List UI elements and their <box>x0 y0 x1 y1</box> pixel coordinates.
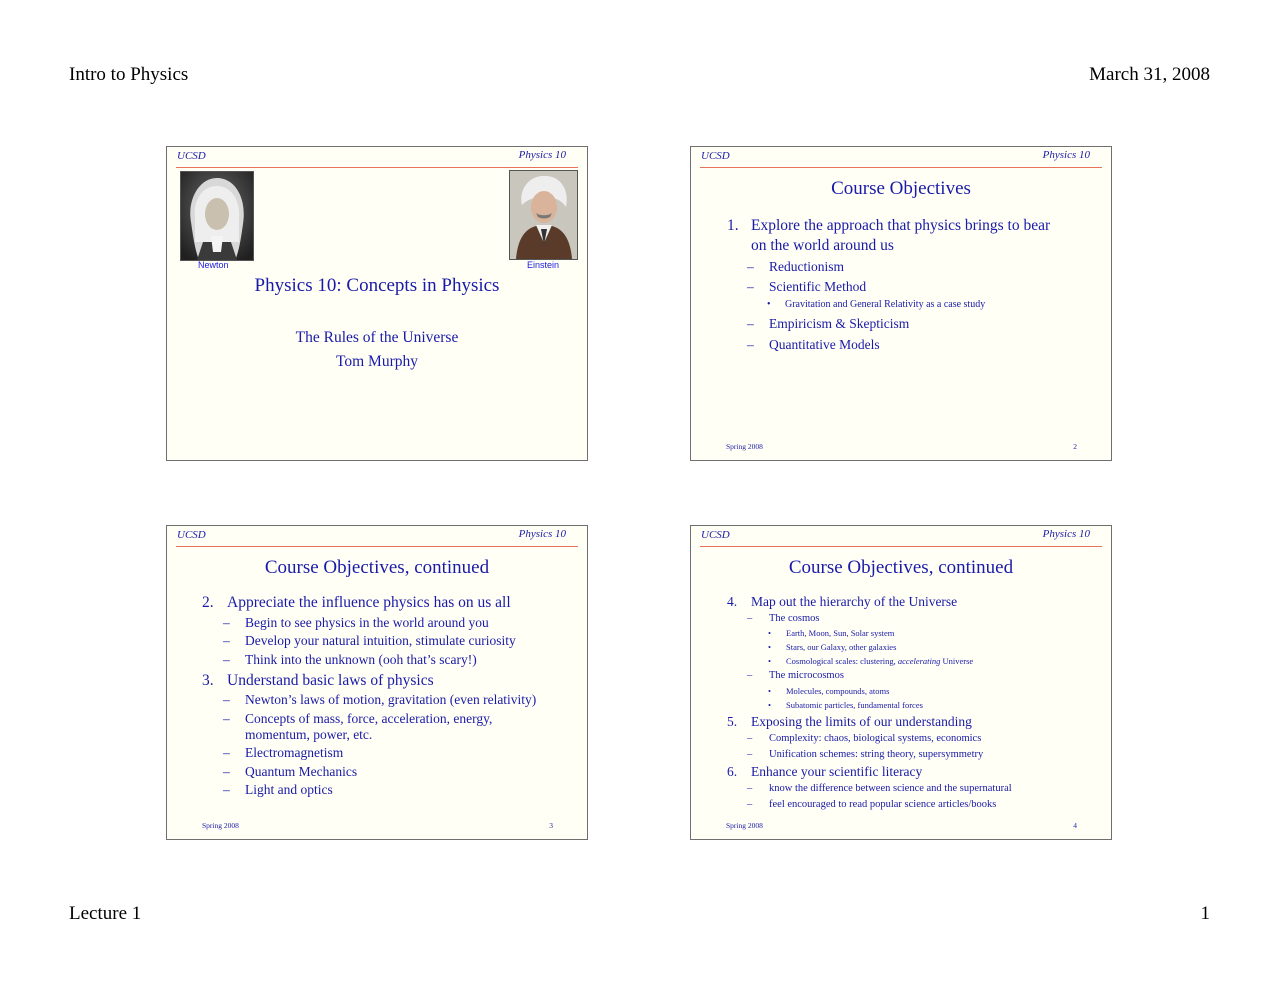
list-number: 3. <box>202 672 214 689</box>
bullet-marker: • <box>768 628 771 638</box>
slide-header <box>700 147 1102 168</box>
einstein-caption: Einstein <box>527 260 560 270</box>
slide-ucsd: UCSD <box>701 150 730 162</box>
page-header-title: Intro to Physics <box>69 64 189 85</box>
list-item: Think into the unknown (ooh that’s scary!) <box>245 652 477 667</box>
list-item: Enhance your scientific literacy <box>751 764 923 779</box>
list-item: Scientific Method <box>769 279 867 294</box>
list-number: 5. <box>727 714 738 729</box>
list-item: Map out the hierarchy of the Universe <box>751 594 958 609</box>
dash-marker: – <box>223 615 230 630</box>
slide-subtitle: The Rules of the Universe <box>295 329 459 346</box>
slide-ucsd: UCSD <box>177 529 206 541</box>
list-item: feel encouraged to read popular science articles/books <box>769 799 997 810</box>
list-item: Light and optics <box>245 782 333 797</box>
page-number: 1 <box>1200 903 1210 924</box>
slide-ucsd: UCSD <box>177 150 206 162</box>
slide-course: Physics 10 <box>1042 528 1090 540</box>
list-item: Earth, Moon, Sun, Solar system <box>786 628 895 638</box>
page-header-date: March 31, 2008 <box>1089 64 1210 85</box>
slide-author: Tom Murphy <box>335 353 418 370</box>
list-item-text: Universe <box>942 656 974 666</box>
slide-3[interactable] <box>166 525 588 840</box>
list-item-emphasis: accelerating <box>897 656 941 666</box>
einstein-portrait-image <box>510 171 577 259</box>
dash-marker: – <box>223 782 230 797</box>
list-item: Quantitative Models <box>769 337 880 352</box>
slide-footer-term: Spring 2008 <box>726 821 763 830</box>
dash-marker: – <box>223 652 230 667</box>
bullet-marker: • <box>768 642 771 652</box>
dash-marker: – <box>223 692 230 707</box>
dash-marker: – <box>223 764 230 779</box>
slide-header <box>176 526 578 547</box>
list-item: on the world around us <box>751 237 894 254</box>
list-item: know the difference between science and the supernatural <box>769 783 1012 794</box>
bullet-marker: • <box>767 299 771 310</box>
slide-title: Course Objectives <box>831 178 971 199</box>
dash-marker: – <box>747 279 754 294</box>
dash-marker: – <box>223 711 230 726</box>
list-item: Quantum Mechanics <box>245 764 358 779</box>
slide-4[interactable] <box>690 525 1112 840</box>
bullet-marker: • <box>768 656 771 666</box>
slide-1[interactable] <box>166 146 588 461</box>
list-number: 2. <box>202 594 214 611</box>
dash-marker: – <box>747 337 754 352</box>
list-item: Complexity: chaos, biological systems, economics <box>769 733 982 744</box>
list-number: 6. <box>727 764 738 779</box>
list-item: Empiricism & Skepticism <box>769 316 910 331</box>
slide-number: 2 <box>1073 442 1077 451</box>
slide-course: Physics 10 <box>1042 149 1090 161</box>
slide-footer-term: Spring 2008 <box>726 442 763 451</box>
dash-marker: – <box>747 799 753 810</box>
slide-2[interactable] <box>690 146 1112 461</box>
list-item: Reductionism <box>769 259 844 274</box>
list-item <box>786 656 973 666</box>
dash-marker: – <box>747 613 753 624</box>
list-item: momentum, power, etc. <box>245 727 373 742</box>
list-number: 4. <box>727 594 738 609</box>
bullet-marker: • <box>768 686 771 696</box>
list-number: 1. <box>727 217 739 234</box>
dash-marker: – <box>747 733 753 744</box>
list-item: Subatomic particles, fundamental forces <box>786 700 923 710</box>
slide-title: Course Objectives, continued <box>788 557 1014 578</box>
newton-caption: Newton <box>198 260 229 270</box>
list-item: Begin to see physics in the world around you <box>245 615 489 630</box>
slide-title: Course Objectives, continued <box>264 557 490 578</box>
list-item: Concepts of mass, force, acceleration, energy, <box>245 711 493 726</box>
slide-header <box>700 526 1102 547</box>
dash-marker: – <box>747 259 754 274</box>
list-item: Appreciate the influence physics has on us all <box>227 594 511 611</box>
slide-number: 3 <box>549 821 553 830</box>
list-item: Newton’s laws of motion, gravitation (even relativity) <box>245 692 537 707</box>
slide-footer-term: Spring 2008 <box>202 821 239 830</box>
list-item: Unification schemes: string theory, supersymmetry <box>769 749 984 760</box>
bullet-marker: • <box>768 700 771 710</box>
slide-number: 4 <box>1073 821 1077 830</box>
dash-marker: – <box>223 633 230 648</box>
newton-portrait-image <box>181 172 253 260</box>
newton-portrait <box>180 171 254 261</box>
slide-course: Physics 10 <box>518 149 566 161</box>
list-item: Molecules, compounds, atoms <box>786 686 890 696</box>
slide-title: Physics 10: Concepts in Physics <box>254 275 500 296</box>
list-item: Gravitation and General Relativity as a case study <box>785 299 986 310</box>
list-item: Electromagnetism <box>245 745 344 760</box>
dash-marker: – <box>223 745 230 760</box>
dash-marker: – <box>747 316 754 331</box>
slide-ucsd: UCSD <box>701 529 730 541</box>
list-item: Explore the approach that physics brings to bear <box>751 217 1051 234</box>
list-item: The cosmos <box>769 613 820 624</box>
list-item: Understand basic laws of physics <box>227 672 434 689</box>
einstein-portrait <box>509 170 578 260</box>
list-item: Exposing the limits of our understanding <box>751 714 972 729</box>
list-item: The microcosmos <box>769 670 844 681</box>
list-item: Develop your natural intuition, stimulate curiosity <box>245 633 516 648</box>
page-footer-lecture: Lecture 1 <box>69 903 142 924</box>
list-item-text: Cosmological scales: clustering, <box>786 656 896 666</box>
slide-course: Physics 10 <box>518 528 566 540</box>
list-item: Stars, our Galaxy, other galaxies <box>786 642 897 652</box>
dash-marker: – <box>747 783 753 794</box>
dash-marker: – <box>747 670 753 681</box>
slide-header <box>176 147 578 168</box>
dash-marker: – <box>747 749 753 760</box>
